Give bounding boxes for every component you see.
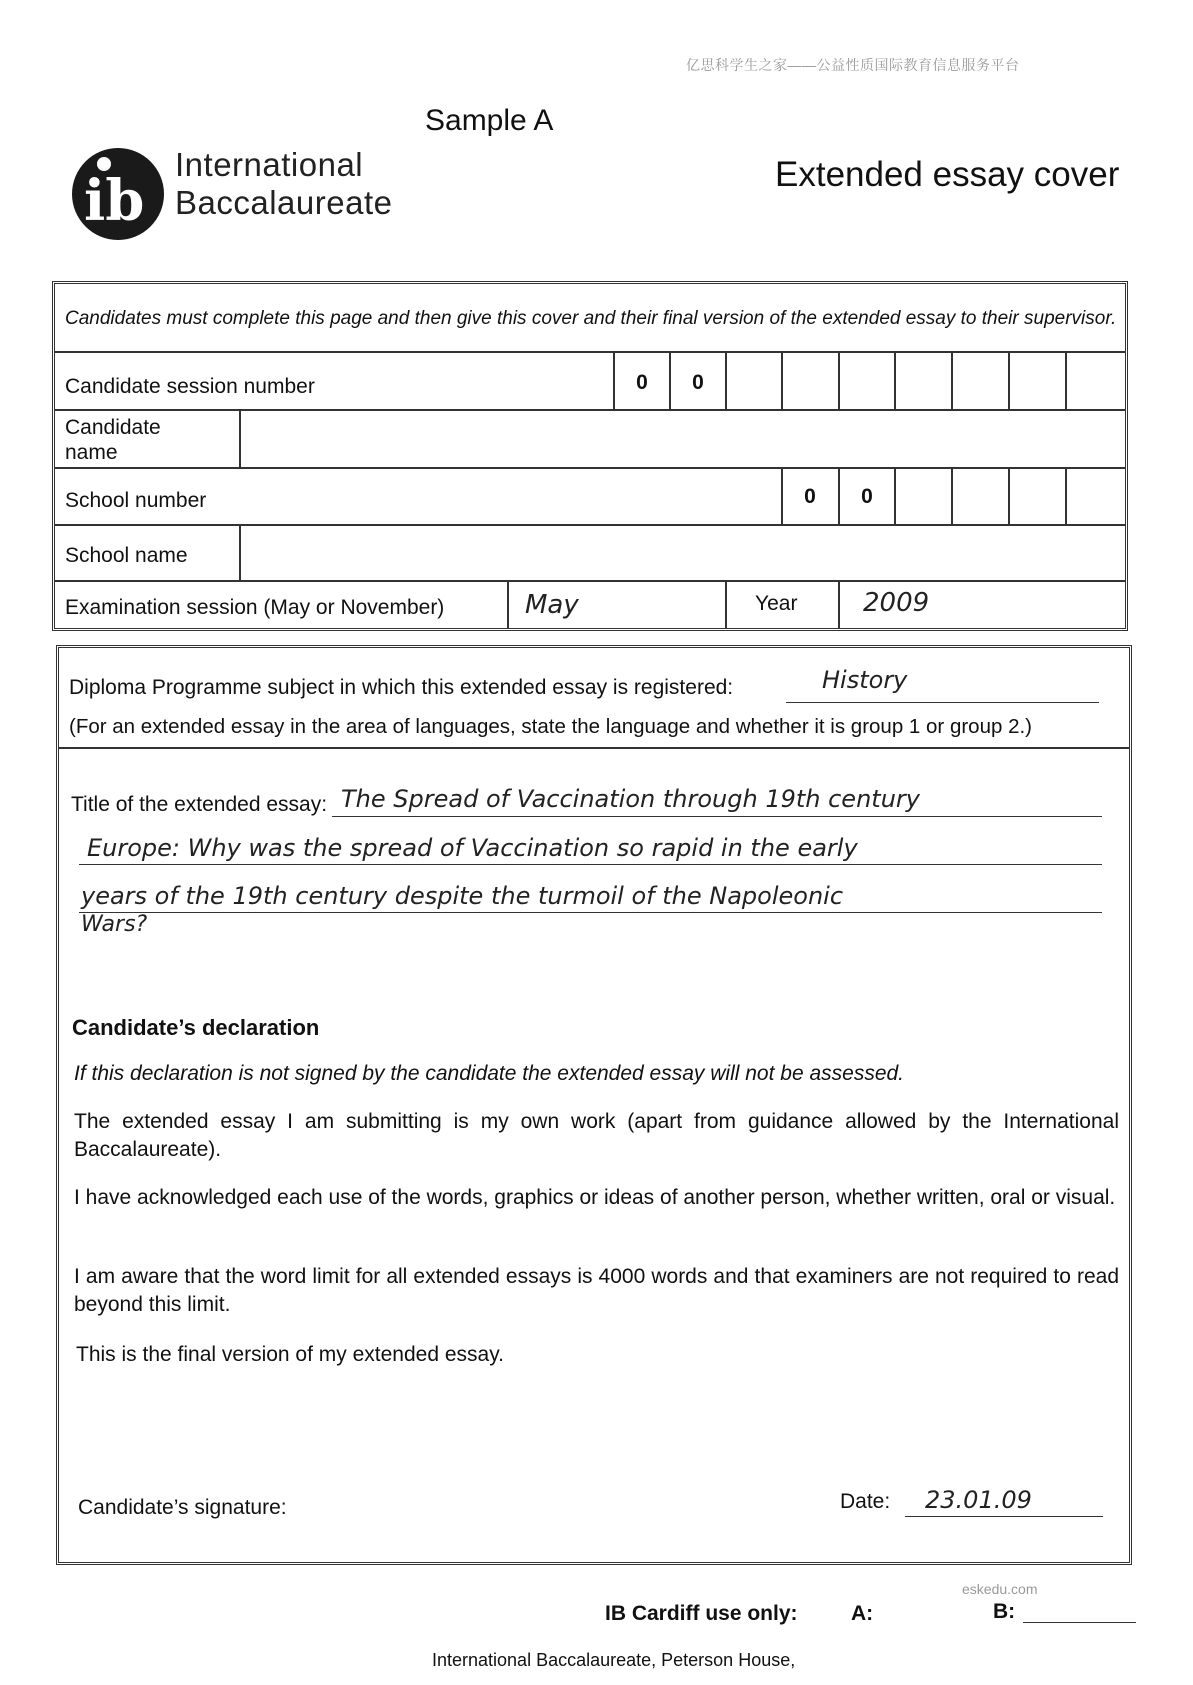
declaration-warning: If this declaration is not signed by the candidate the extended essay will not be assessed. (74, 1062, 905, 1085)
session-digit-2[interactable]: 0 (692, 371, 704, 394)
logo-line-1: International (175, 146, 364, 183)
title-line-2[interactable]: Europe: Why was the spread of Vaccination so rapid in the early (87, 834, 858, 862)
year-value[interactable]: 2009 (863, 588, 930, 618)
document-title: Extended essay cover (775, 155, 1120, 194)
instruction-text: Candidates must complete this page and then give this cover and their final version of the extended essay to their supervisor. (65, 308, 1117, 329)
year-label: Year (755, 592, 798, 615)
session-number-label: Candidate session number (65, 375, 315, 398)
declaration-para-3: I am aware that the word limit for all extended essays is 4000 words and that examiners are not required to read beyond this limit. (74, 1265, 1119, 1316)
exam-session-row (55, 582, 1125, 628)
session-number-row (55, 353, 1125, 411)
exam-session-value[interactable]: May (525, 590, 579, 620)
watermark-bottom: eskedu.com (962, 1581, 1038, 1597)
essay-details-box (56, 645, 1132, 1565)
title-line-4[interactable]: Wars? (81, 912, 148, 937)
office-b-field[interactable] (1023, 1622, 1136, 1623)
languages-note: (For an extended essay in the area of languages, state the language and whether it is group 1 or group 2.) (69, 715, 1032, 738)
subject-label: Diploma Programme subject in which this extended essay is registered: (69, 676, 734, 699)
watermark-top: 亿思科学生之家——公益性质国际教育信息服务平台 (686, 57, 1020, 73)
logo-mark: ib (84, 168, 145, 234)
declaration-para-1: The extended essay I am submitting is my own work (apart from guidance allowed by the International Baccalaureate). (74, 1110, 1119, 1161)
school-digit-2[interactable]: 0 (861, 485, 873, 508)
school-name-row (55, 526, 1125, 582)
subject-value[interactable]: History (822, 666, 908, 694)
subject-row (59, 648, 1129, 749)
signature-label: Candidate’s signature: (78, 1496, 287, 1519)
title-label: Title of the extended essay: (71, 793, 328, 816)
footer-address: International Baccalaureate, Peterson House, (432, 1650, 796, 1670)
logo-line-2: Baccalaureate (175, 184, 393, 221)
office-b-label: B: (993, 1600, 1016, 1623)
title-line-3[interactable]: years of the 19th century despite the turmoil of the Napoleonic (81, 882, 844, 910)
ib-logo-icon (64, 142, 174, 242)
sample-label: Sample A (425, 104, 554, 137)
date-value[interactable]: 23.01.09 (925, 1486, 1032, 1514)
title-line-1[interactable]: The Spread of Vaccination through 19th century (341, 785, 920, 813)
school-number-label: School number (65, 489, 207, 512)
office-a-label: A: (851, 1602, 874, 1625)
declaration-para-4: This is the final version of my extended essay. (76, 1343, 504, 1366)
declaration-para-2: I have acknowledged each use of the words, graphics or ideas of another person, whether written, oral or visual. (74, 1186, 1116, 1209)
candidate-name-row (55, 411, 1125, 469)
exam-session-label: Examination session (May or November) (65, 596, 445, 619)
instruction-row (55, 284, 1125, 353)
school-digit-1[interactable]: 0 (804, 485, 816, 508)
office-use-label: IB Cardiff use only: (605, 1602, 798, 1625)
school-name-label: School name (65, 544, 188, 567)
ib-logo-text (175, 146, 392, 222)
candidate-details-box (52, 281, 1128, 631)
candidate-name-label: Candidate name (65, 416, 161, 464)
date-label: Date: (840, 1490, 891, 1513)
school-number-row (55, 469, 1125, 526)
declaration-heading: Candidate’s declaration (72, 1015, 320, 1040)
session-digit-1[interactable]: 0 (636, 371, 648, 394)
